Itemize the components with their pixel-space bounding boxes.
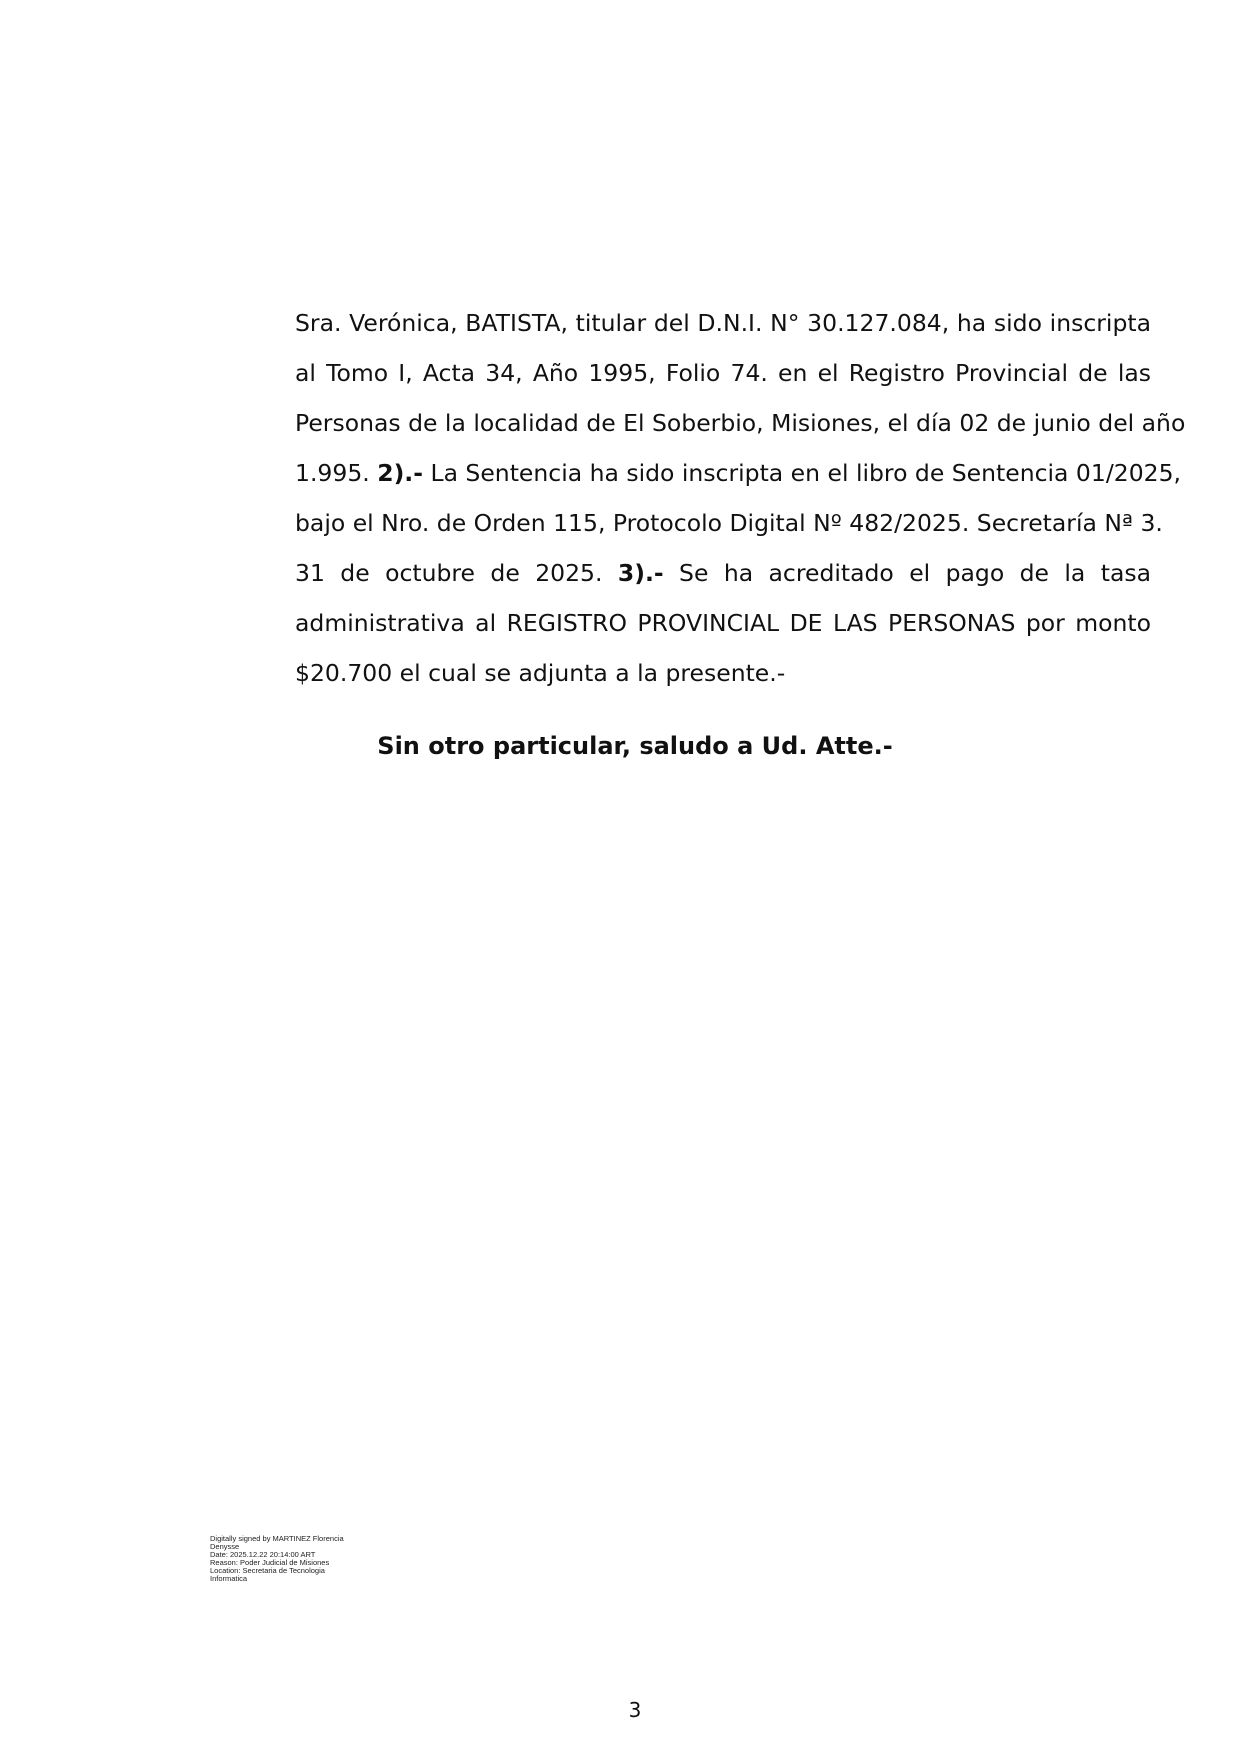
signature-line: Denysse (210, 1542, 240, 1551)
body-line-8: $20.700 el cual se adjunta a la presente.- (295, 659, 786, 687)
body-line-4: 1.995. 2).- La Sentencia ha sido inscripta en el libro de Sentencia 01/2025, (295, 459, 1182, 487)
closing-salutation: Sin otro particular, saludo a Ud. Atte.- (377, 732, 893, 760)
body-line-3: Personas de la localidad de El Soberbio, Misiones, el día 02 de junio del año (295, 409, 1186, 437)
body-line-2: al Tomo I, Acta 34, Año 1995, Folio 74. en el Registro Provincial de las (295, 359, 1151, 387)
signature-line: Digitally signed by MARTINEZ Florencia (210, 1534, 344, 1543)
signature-date: Date: 2025.12.22 20:14:00 ART (210, 1550, 316, 1559)
body-line-1: Sra. Verónica, BATISTA, titular del D.N.I. N° 30.127.084, ha sido inscripta (295, 309, 1151, 337)
page-number: 3 (628, 1698, 642, 1722)
document-body (295, 298, 1186, 698)
body-line-5: bajo el Nro. de Orden 115, Protocolo Digital Nº 482/2025. Secretaría Nª 3. (295, 509, 1163, 537)
section-number-3: 3).- (617, 559, 664, 587)
body-line-7: administrativa al REGISTRO PROVINCIAL DE LAS PERSONAS por monto (295, 609, 1151, 637)
digital-signature-block (210, 1535, 370, 1583)
section-number-2: 2).- (377, 459, 423, 487)
signature-location: Location: Secretaria de Tecnologia (210, 1566, 325, 1575)
signature-reason: Reason: Poder Judicial de Misiones (210, 1558, 330, 1567)
signature-line: Informatica (210, 1574, 248, 1583)
body-line-6: 31 de octubre de 2025. 3).- Se ha acreditado el pago de la tasa (295, 559, 1151, 587)
